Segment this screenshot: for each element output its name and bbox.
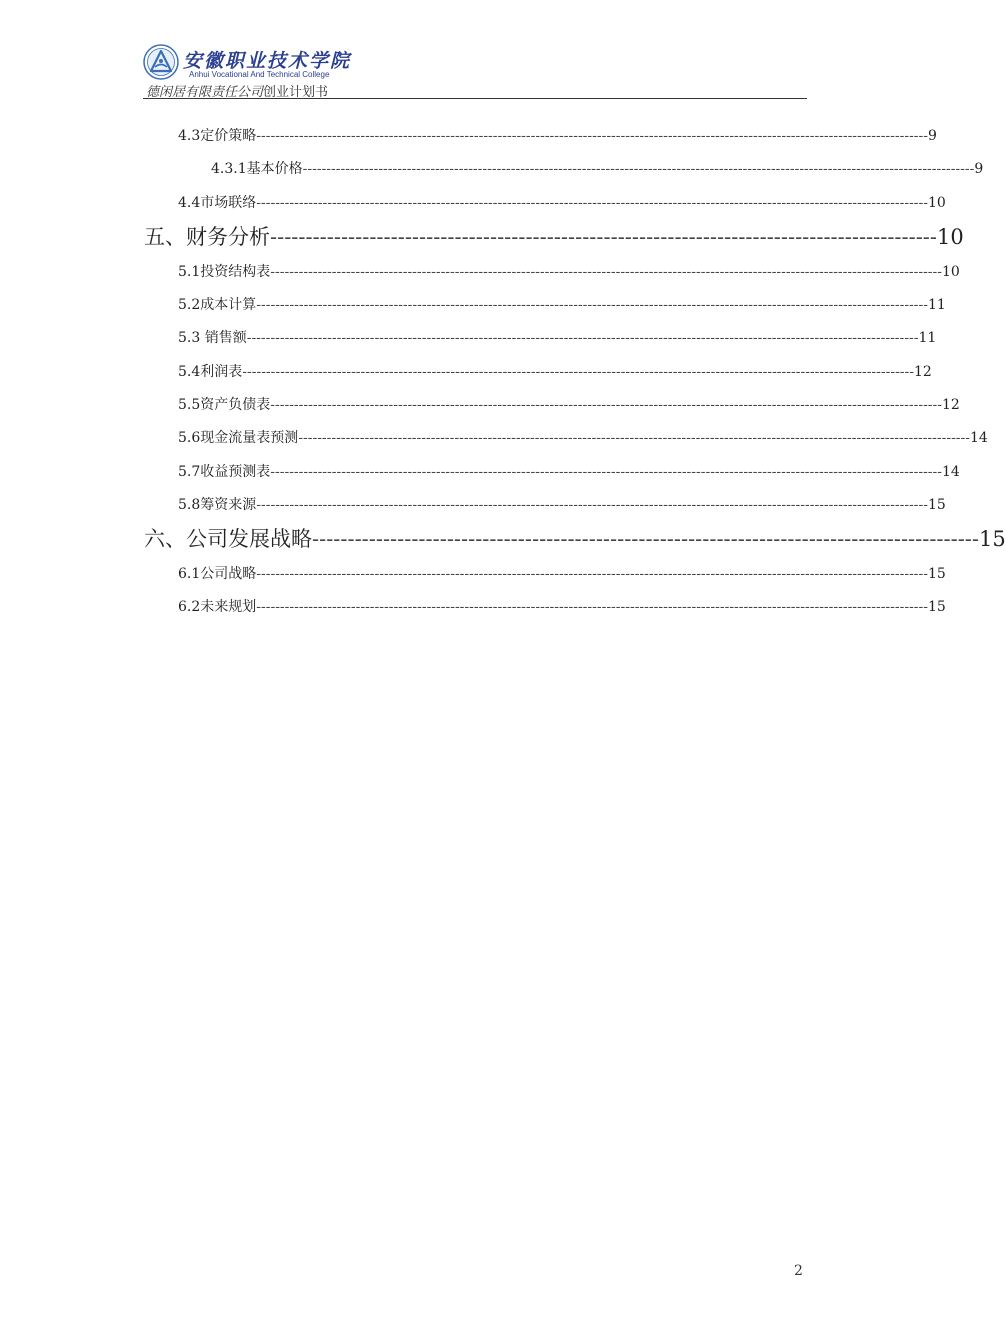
toc-entry[interactable] xyxy=(178,262,960,282)
college-name-cn: 安徽职业技术学院 xyxy=(183,50,352,72)
toc-entry-page: 11 xyxy=(928,297,946,313)
toc-entry-page: 15 xyxy=(979,527,1006,551)
toc-leader: ---------------------------------------------------------------------------------------------------------------------------------------------- xyxy=(270,264,942,280)
toc-entry-label: 4.4市场联络 xyxy=(178,195,257,211)
toc-entry[interactable] xyxy=(178,126,937,146)
toc-entry-page: 11 xyxy=(918,330,937,346)
toc-entry-label: 6.1公司战略 xyxy=(178,566,257,582)
toc-leader: ---------------------------------------------------------------------------------------------------------------------------------------------- xyxy=(256,128,928,144)
page-header xyxy=(143,40,807,100)
toc-entry[interactable] xyxy=(144,525,1006,553)
doc-title-company: 德闲居有限责任公司 xyxy=(146,85,264,100)
toc-entry-page: 12 xyxy=(942,397,960,413)
toc-leader: ---------------------------------------------------------------------------------------------------------------------------------------------- xyxy=(242,364,914,380)
toc-entry[interactable] xyxy=(178,597,946,617)
toc-entry-page: 10 xyxy=(928,195,946,211)
toc-entry-page: 14 xyxy=(970,430,988,446)
toc-entry-label: 5.6现金流量表预测 xyxy=(178,430,299,446)
toc-entry[interactable] xyxy=(178,495,946,515)
toc-entry-label: 5.1投资结构表 xyxy=(178,264,271,280)
toc-entry[interactable] xyxy=(178,428,988,448)
toc-entry-label: 5.5资产负债表 xyxy=(178,397,271,413)
toc-leader: ---------------------------------------------------------------------------------------------------------------------------------------------- xyxy=(270,464,942,480)
toc-entry[interactable] xyxy=(178,328,937,348)
toc-entry-page: 10 xyxy=(942,264,960,280)
toc-entry-label: 五、财务分析 xyxy=(144,225,270,249)
toc-leader: ---------------------------------------------------------------------------------------------------------------------------------------------- xyxy=(302,161,975,177)
toc-entry-label: 5.2成本计算 xyxy=(178,297,257,313)
toc-entry-page: 14 xyxy=(942,464,960,480)
doc-title-suffix: 创业计划书 xyxy=(263,85,329,100)
toc-leader: ---------------------------------------------------------------------------------------------------------------------------------------------- xyxy=(256,599,928,615)
toc-entry[interactable] xyxy=(178,295,946,315)
toc-entry-label: 5.7收益预测表 xyxy=(178,464,271,480)
toc-entry-label: 6.2未来规划 xyxy=(178,599,257,615)
toc-leader: ---------------------------------------------------------------------------------------------------------------------------------------------- xyxy=(256,566,928,582)
toc-entry[interactable] xyxy=(178,564,946,584)
toc-leader: ---------------------------------------------------------------------------------------------------------------------------------------------- xyxy=(256,297,928,313)
toc-entry[interactable] xyxy=(211,159,984,179)
toc-entry-page: 15 xyxy=(928,599,946,615)
toc-leader: ---------------------------------------------------------------------------------------------- xyxy=(270,225,937,249)
college-emblem-icon xyxy=(143,44,179,80)
toc-entry[interactable] xyxy=(178,462,960,482)
toc-leader: ---------------------------------------------------------------------------------------------------------------------------------------------- xyxy=(270,397,942,413)
toc-entry-label: 5.4利润表 xyxy=(178,364,243,380)
toc-entry-page: 15 xyxy=(928,566,946,582)
toc-entry-page: 15 xyxy=(928,497,946,513)
toc-leader: ---------------------------------------------------------------------------------------------- xyxy=(312,527,979,551)
toc-leader: ---------------------------------------------------------------------------------------------------------------------------------------------- xyxy=(298,430,970,446)
toc-entry-label: 4.3定价策略 xyxy=(178,128,257,144)
toc-entry-page: 10 xyxy=(937,225,964,249)
toc-entry-page: 9 xyxy=(928,128,937,144)
toc-leader: ---------------------------------------------------------------------------------------------------------------------------------------------- xyxy=(256,497,928,513)
header-divider xyxy=(143,98,807,99)
toc-entry-label: 4.3.1基本价格 xyxy=(211,161,303,177)
toc-entry-page: 9 xyxy=(974,161,984,177)
toc-entry-label: 六、公司发展战略 xyxy=(144,527,312,551)
page-number: 2 xyxy=(794,1263,803,1279)
toc-entry[interactable] xyxy=(178,395,960,415)
toc-entry[interactable] xyxy=(144,223,964,251)
college-name-en: Anhui Vocational And Technical College xyxy=(189,70,330,79)
toc-entry-label: 5.8筹资来源 xyxy=(178,497,257,513)
toc-leader: ---------------------------------------------------------------------------------------------------------------------------------------------- xyxy=(256,195,928,211)
toc-leader: ---------------------------------------------------------------------------------------------------------------------------------------------- xyxy=(246,330,919,346)
toc-entry-label: 5.3 销售额 xyxy=(178,330,247,346)
toc-entry-page: 12 xyxy=(914,364,932,380)
toc-entry[interactable] xyxy=(178,193,946,213)
toc-entry[interactable] xyxy=(178,362,932,382)
